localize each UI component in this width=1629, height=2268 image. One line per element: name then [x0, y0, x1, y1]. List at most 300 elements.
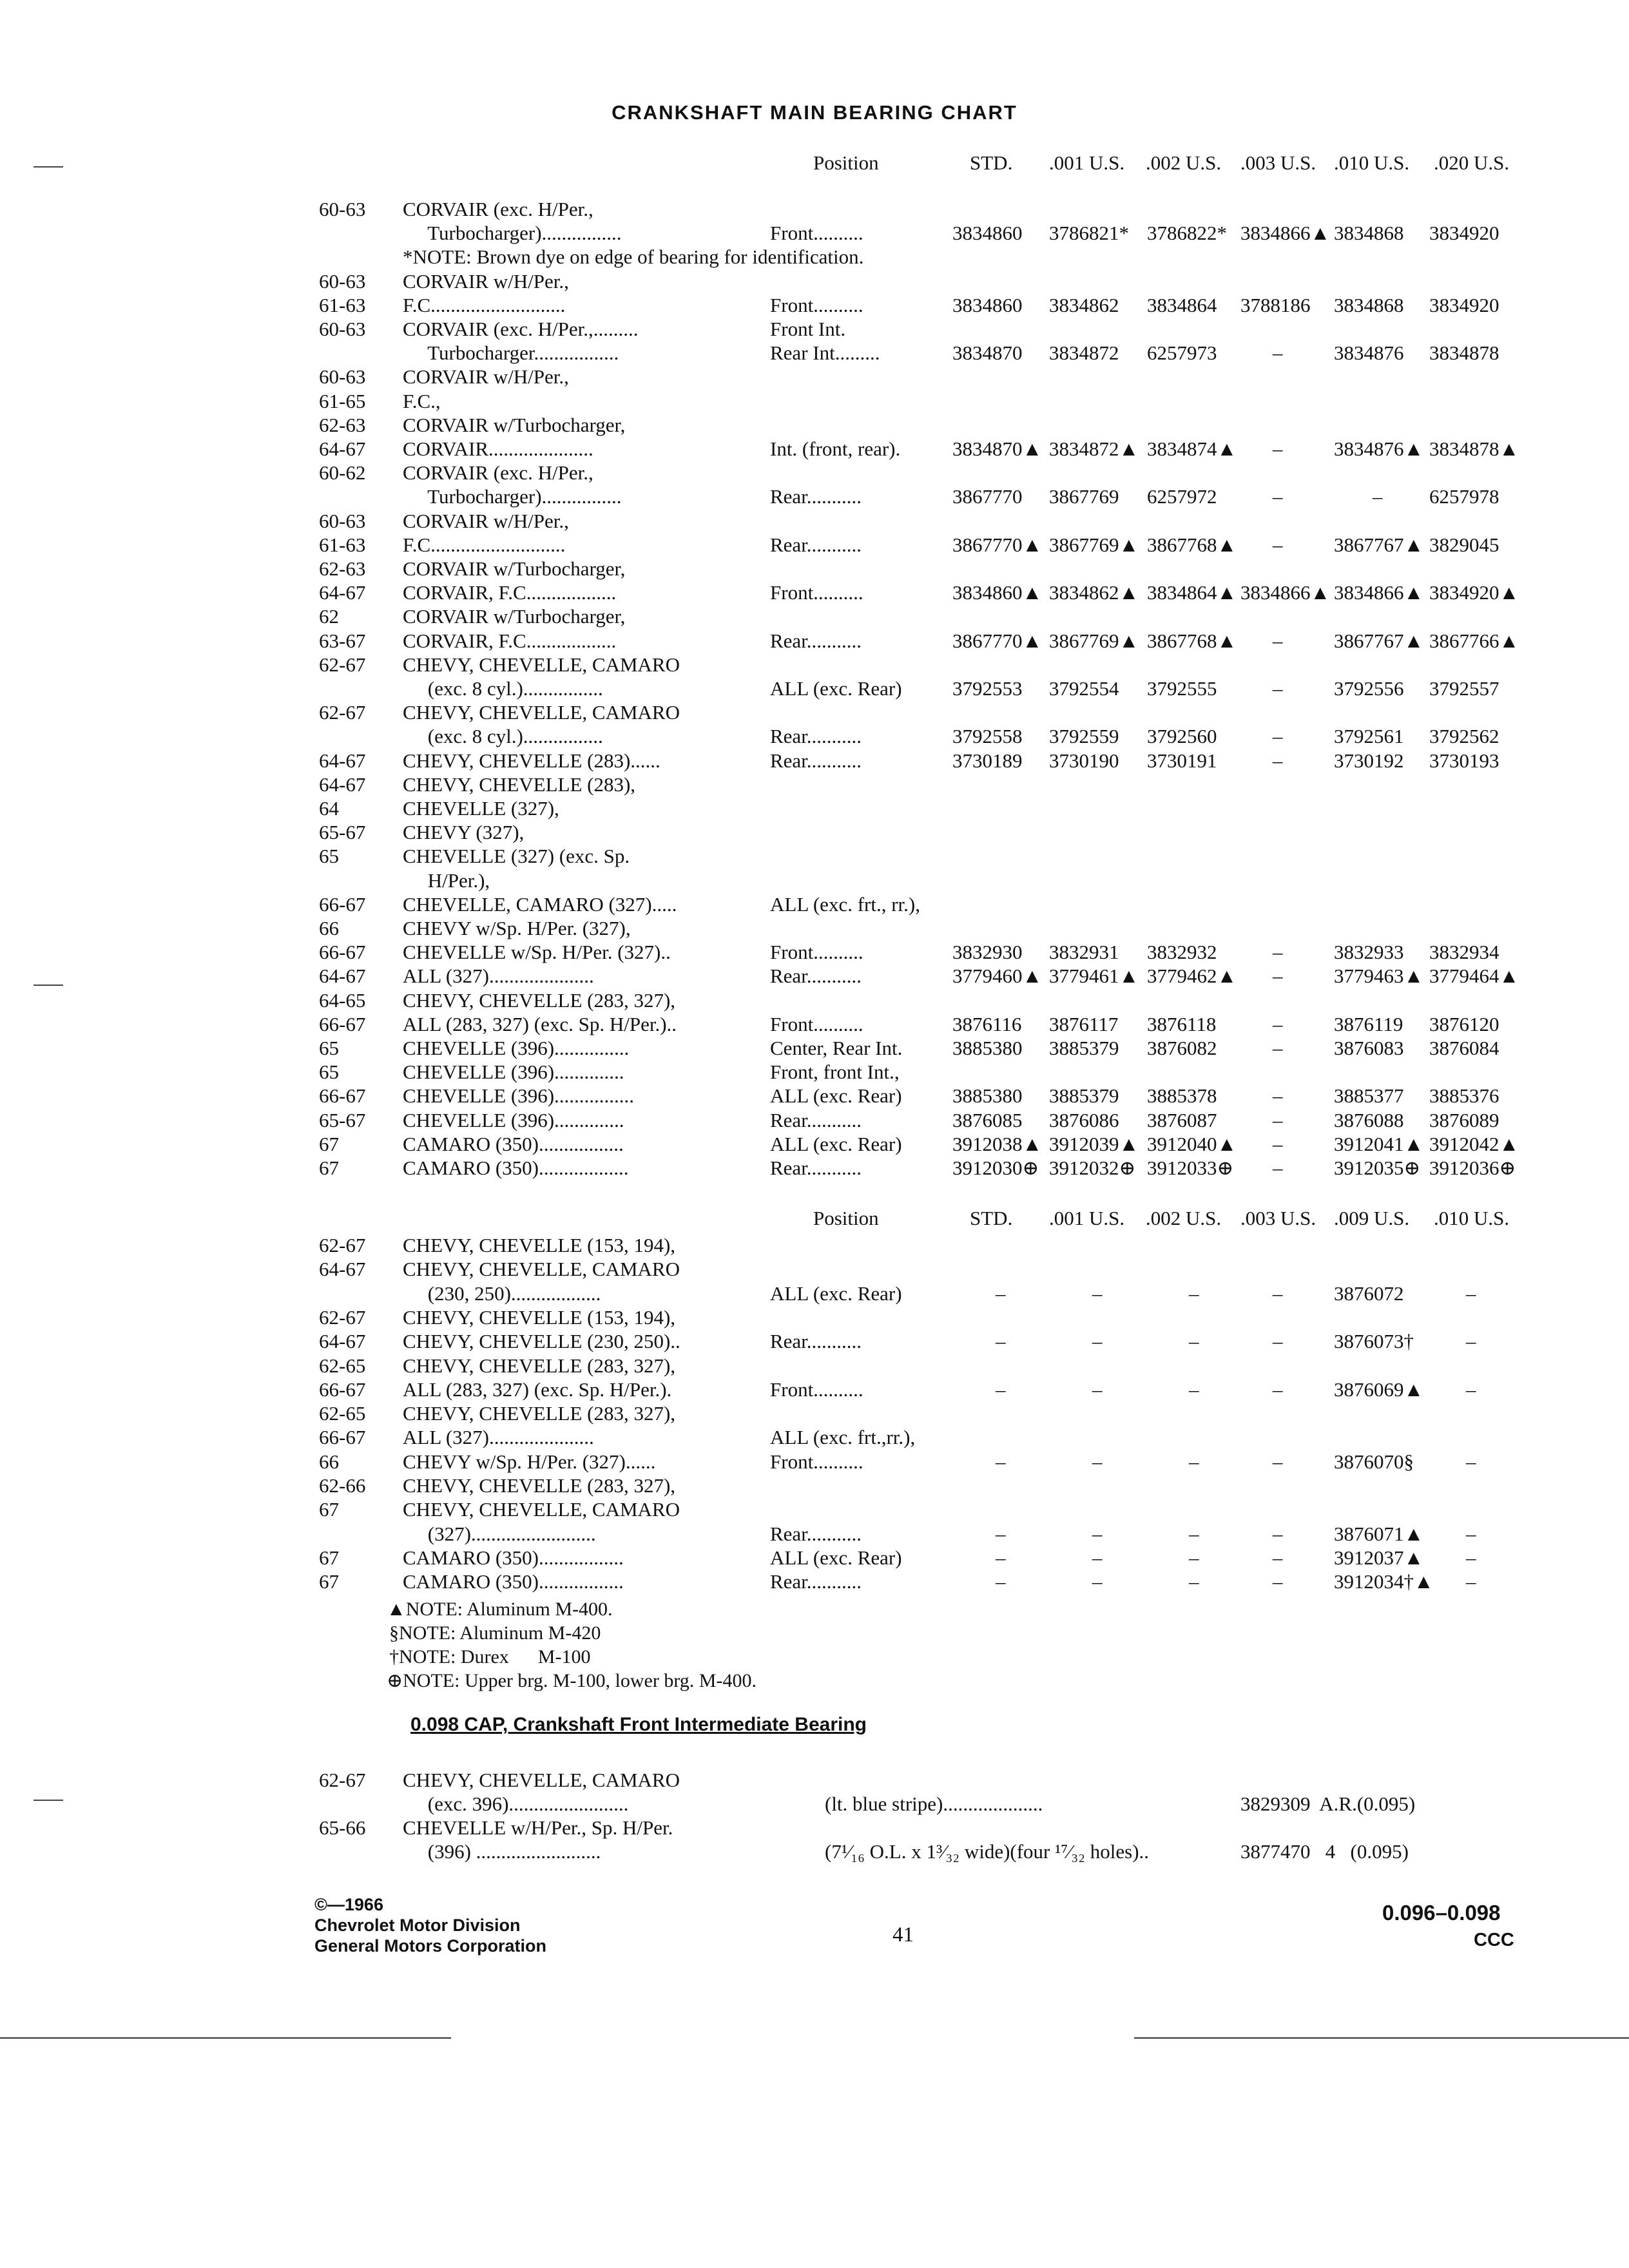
column-header: STD.: [970, 1207, 1013, 1229]
model-year: 67: [319, 1157, 339, 1179]
part-number: 3779461▲: [1049, 965, 1139, 987]
part-number: 3834870: [952, 341, 1023, 364]
model-description: CHEVY, CHEVELLE, CAMARO: [403, 1498, 680, 1521]
part-number: –: [996, 1523, 1006, 1545]
part-number: 3834920: [1429, 294, 1499, 316]
part-number: –: [1373, 485, 1383, 508]
part-number: –: [1092, 1570, 1103, 1593]
part-number: 3867770▲: [952, 629, 1043, 652]
cap-description: (lt. blue stripe)....................: [825, 1792, 1043, 1815]
model-description: CORVAIR.....................: [403, 437, 593, 460]
part-number: 3834860: [952, 222, 1023, 244]
bearing-position: Front, front Int.,: [770, 1061, 900, 1083]
part-number: –: [1092, 1450, 1103, 1473]
margin-mark: [34, 166, 63, 168]
part-number: 3876085: [952, 1109, 1023, 1131]
part-number: –: [996, 1570, 1006, 1593]
note-upper-lower: ⊕NOTE: Upper brg. M-100, lower brg. M-400.: [387, 1670, 757, 1691]
part-number: –: [1092, 1378, 1103, 1401]
part-number: –: [1273, 533, 1283, 556]
model-description: CHEVY, CHEVELLE (153, 194),: [403, 1306, 676, 1329]
part-number: –: [1189, 1330, 1199, 1352]
part-number: 3885377: [1334, 1084, 1404, 1107]
part-number: 3834864▲: [1147, 581, 1237, 604]
model-year: 64-67: [319, 749, 366, 772]
column-header: .002 U.S.: [1146, 151, 1222, 174]
model-year: 60-63: [319, 270, 366, 293]
part-number: –: [1273, 1450, 1283, 1473]
column-header: .001 U.S.: [1049, 151, 1125, 174]
model-year: 67: [319, 1133, 339, 1155]
part-number: –: [996, 1282, 1006, 1305]
part-number: 3832933: [1334, 941, 1404, 963]
model-description: CORVAIR w/Turbocharger,: [403, 414, 626, 436]
column-header: .002 U.S.: [1146, 1207, 1222, 1229]
model-description: CAMARO (350).................: [403, 1546, 624, 1569]
bearing-position: Rear...........: [770, 749, 862, 772]
part-number: 3876071▲: [1334, 1523, 1424, 1545]
model-description: F.C...........................: [403, 294, 566, 316]
part-number: 3912041▲: [1334, 1133, 1424, 1155]
part-number: –: [1189, 1450, 1199, 1473]
model-year: 60-62: [319, 461, 366, 484]
model-year: 60-63: [319, 198, 366, 220]
part-number: –: [996, 1546, 1006, 1569]
model-year: 64-65: [319, 989, 366, 1012]
footer-division: Chevrolet Motor Division: [314, 1916, 521, 1935]
part-number: –: [996, 1378, 1006, 1401]
part-number: 3834870▲: [952, 437, 1043, 460]
part-number: 3867768▲: [1147, 629, 1237, 652]
cap-section-heading: 0.098 CAP, Crankshaft Front Intermediate Bearing: [410, 1714, 867, 1735]
part-number: 3876117: [1049, 1013, 1119, 1035]
part-number: 3786822*: [1147, 222, 1227, 244]
part-number: 3786821*: [1049, 222, 1129, 244]
model-description: ALL (327).....................: [403, 1426, 594, 1448]
part-number: 3834860: [952, 294, 1023, 316]
part-number: –: [1273, 725, 1283, 747]
model-description: (327).........................: [403, 1523, 596, 1545]
part-number: 3730190: [1049, 749, 1119, 772]
model-description: ALL (283, 327) (exc. Sp. H/Per.)..: [403, 1013, 677, 1035]
bottom-rule-right: [1134, 2037, 1629, 2039]
column-header: .001 U.S.: [1049, 1207, 1125, 1229]
model-description: CHEVY, CHEVELLE (283, 327),: [403, 989, 676, 1012]
model-year: 66: [319, 1450, 339, 1473]
model-year: 62-67: [319, 1769, 366, 1791]
part-number: 3912037▲: [1334, 1546, 1424, 1569]
bearing-position: Rear...........: [770, 1109, 862, 1131]
column-header: Position: [813, 151, 879, 174]
part-number: 3876070§: [1334, 1450, 1414, 1473]
model-year: 64-67: [319, 581, 366, 604]
part-number: 3832931: [1049, 941, 1119, 963]
part-number: 3867769: [1049, 485, 1119, 508]
part-number: 6257978: [1429, 485, 1499, 508]
part-number: 3885380: [952, 1037, 1023, 1059]
model-year: 61-65: [319, 390, 366, 412]
model-description: CHEVY w/Sp. H/Per. (327),: [403, 917, 631, 939]
bearing-position: Front..........: [770, 581, 863, 604]
part-number: 3834872: [1049, 341, 1119, 364]
part-number: 3829045: [1429, 533, 1499, 556]
part-number: 3876116: [952, 1013, 1022, 1035]
part-number: –: [1273, 677, 1283, 700]
part-number: 3792554: [1049, 677, 1119, 700]
part-number: –: [1273, 1037, 1283, 1059]
part-number: 3730189: [952, 749, 1023, 772]
model-description: CORVAIR (exc. H/Per.,: [403, 461, 593, 484]
column-header: .003 U.S.: [1240, 1207, 1316, 1229]
page-title: CRANKSHAFT MAIN BEARING CHART: [612, 101, 1017, 124]
bearing-position: ALL (exc. Rear): [770, 1133, 902, 1155]
model-description: CORVAIR (exc. H/Per.,: [403, 198, 593, 220]
model-year: 65-66: [319, 1816, 366, 1839]
model-description: CHEVY, CHEVELLE, CAMARO: [403, 1258, 680, 1280]
part-number: –: [996, 1330, 1006, 1352]
model-description: CHEVY, CHEVELLE (283, 327),: [403, 1354, 676, 1377]
model-year: 64: [319, 797, 339, 820]
model-description: *NOTE: Brown dye on edge of bearing for identification.: [403, 245, 864, 268]
part-number: 3912034†▲: [1334, 1570, 1434, 1593]
bearing-position: Rear...........: [770, 1330, 862, 1352]
bearing-position: ALL (exc. Rear): [770, 1546, 902, 1569]
model-description: (396) .........................: [403, 1840, 601, 1863]
bearing-position: ALL (exc. Rear): [770, 1282, 902, 1305]
part-number: –: [1466, 1450, 1476, 1473]
margin-mark: [34, 1800, 63, 1801]
part-number: 3832930: [952, 941, 1023, 963]
part-number: 3792560: [1147, 725, 1217, 747]
model-year: 64-67: [319, 1330, 366, 1352]
part-number: 3779462▲: [1147, 965, 1237, 987]
bearing-position: Front..........: [770, 222, 863, 244]
part-number: 3834874▲: [1147, 437, 1237, 460]
model-description: CHEVELLE (327) (exc. Sp.: [403, 845, 630, 867]
model-year: 64-67: [319, 1258, 366, 1280]
part-number: –: [1273, 437, 1283, 460]
model-year: 64-67: [319, 965, 366, 987]
model-year: 62-65: [319, 1354, 366, 1377]
part-number: 3779464▲: [1429, 965, 1519, 987]
part-number: –: [1466, 1282, 1476, 1305]
model-year: 64-67: [319, 437, 366, 460]
part-number: –: [1466, 1330, 1476, 1352]
part-number: –: [1273, 1570, 1283, 1593]
part-number: 3867766▲: [1429, 629, 1519, 652]
part-number: 3867767▲: [1334, 533, 1424, 556]
part-number: 3912030⊕: [952, 1157, 1039, 1179]
part-number: –: [1273, 1378, 1283, 1401]
part-number: 3876072: [1334, 1282, 1404, 1305]
model-year: 62-63: [319, 414, 366, 436]
model-description: CHEVY, CHEVELLE (283, 327),: [403, 1474, 676, 1497]
part-number: 3834872▲: [1049, 437, 1139, 460]
part-number: 3779460▲: [952, 965, 1043, 987]
model-description: CORVAIR, F.C..................: [403, 581, 617, 604]
model-year: 66-67: [319, 941, 366, 963]
bearing-position: Front..........: [770, 1013, 863, 1035]
bearing-position: Front..........: [770, 941, 863, 963]
part-number: 6257973: [1147, 341, 1217, 364]
part-number: 3788186: [1240, 294, 1311, 316]
part-number: 3867769▲: [1049, 629, 1139, 652]
model-description: CORVAIR (exc. H/Per.,.........: [403, 318, 639, 340]
model-year: 62-63: [319, 557, 366, 580]
model-year: 66-67: [319, 1378, 366, 1401]
part-number: 3792562: [1429, 725, 1499, 747]
model-description: CHEVELLE, CAMARO (327).....: [403, 893, 677, 916]
part-number: –: [1466, 1570, 1476, 1593]
bottom-rule-left: [0, 2037, 451, 2039]
model-description: CHEVY, CHEVELLE, CAMARO: [403, 1769, 680, 1791]
column-header: .009 U.S.: [1334, 1207, 1410, 1229]
part-number: 6257972: [1147, 485, 1217, 508]
model-description: CHEVELLE (396)................: [403, 1084, 635, 1107]
bearing-position: Rear...........: [770, 533, 862, 556]
bearing-position: Rear...........: [770, 1523, 862, 1545]
model-year: 67: [319, 1546, 339, 1569]
part-number: –: [1273, 1523, 1283, 1545]
part-number: 3829309 A.R.(0.095): [1240, 1792, 1416, 1815]
model-description: CORVAIR w/H/Per.,: [403, 365, 569, 388]
part-number: 3834864: [1147, 294, 1217, 316]
part-number: –: [1092, 1546, 1103, 1569]
model-description: ALL (327).....................: [403, 965, 594, 987]
part-number: 3834876▲: [1334, 437, 1424, 460]
footer-copyright: ©—1966: [314, 1895, 383, 1914]
model-description: F.C...........................: [403, 533, 566, 556]
part-number: –: [1273, 1109, 1283, 1131]
part-number: –: [1273, 629, 1283, 652]
model-description: Turbocharger.................: [403, 341, 619, 364]
part-number: 3876082: [1147, 1037, 1217, 1059]
part-number: 3912035⊕: [1334, 1157, 1421, 1179]
model-description: CORVAIR, F.C..................: [403, 629, 617, 652]
part-number: –: [1092, 1523, 1103, 1545]
model-year: 67: [319, 1570, 339, 1593]
part-number: –: [1273, 1013, 1283, 1035]
part-number: –: [1273, 1282, 1283, 1305]
bearing-position: Int. (front, rear).: [770, 437, 901, 460]
model-description: CAMARO (350).................: [403, 1133, 624, 1155]
part-number: –: [1189, 1523, 1199, 1545]
model-description: CHEVY w/Sp. H/Per. (327)......: [403, 1450, 656, 1473]
column-header: Position: [813, 1207, 879, 1229]
part-number: 3876119: [1334, 1013, 1403, 1035]
part-number: –: [1273, 1330, 1283, 1352]
part-number: 3832932: [1147, 941, 1217, 963]
part-number: 3779463▲: [1334, 965, 1424, 987]
part-number: 3867769▲: [1049, 533, 1139, 556]
model-year: 62-67: [319, 653, 366, 676]
bearing-position: ALL (exc. Rear): [770, 1084, 902, 1107]
model-year: 66-67: [319, 1013, 366, 1035]
model-description: Turbocharger)................: [403, 485, 622, 508]
model-description: CHEVELLE w/Sp. H/Per. (327)..: [403, 941, 671, 963]
part-number: 3876118: [1147, 1013, 1217, 1035]
part-number: 3912039▲: [1049, 1133, 1139, 1155]
part-number: 3834866▲: [1334, 581, 1424, 604]
part-number: 3885379: [1049, 1084, 1119, 1107]
model-year: 65: [319, 1037, 339, 1059]
model-year: 60-63: [319, 318, 366, 340]
part-number: 3912036⊕: [1429, 1157, 1516, 1179]
part-number: 3867768▲: [1147, 533, 1237, 556]
part-number: 3876086: [1049, 1109, 1119, 1131]
part-number: –: [1092, 1282, 1103, 1305]
part-number: –: [1273, 965, 1283, 987]
bearing-position: Front..........: [770, 294, 863, 316]
part-number: 3792561: [1334, 725, 1404, 747]
model-description: Turbocharger)................: [403, 222, 622, 244]
note-durex: †NOTE: Durex M-100: [389, 1646, 591, 1667]
model-description: CHEVELLE (327),: [403, 797, 559, 820]
model-year: 64-67: [319, 773, 366, 796]
part-number: 3792559: [1049, 725, 1119, 747]
model-description: (exc. 8 cyl.)................: [403, 725, 603, 747]
model-description: CORVAIR w/Turbocharger,: [403, 605, 626, 628]
part-number: –: [996, 1450, 1006, 1473]
part-number: 3885379: [1049, 1037, 1119, 1059]
bearing-position: Rear...........: [770, 1157, 862, 1179]
part-number: –: [1189, 1570, 1199, 1593]
part-number: 3730192: [1334, 749, 1404, 772]
part-number: 3876084: [1429, 1037, 1499, 1059]
part-number: 3876087: [1147, 1109, 1217, 1131]
part-number: 3834862: [1049, 294, 1119, 316]
model-description: CORVAIR w/H/Per.,: [403, 270, 569, 293]
cap-description: (7¹⁄₁₆ O.L. x 1³⁄₃₂ wide)(four ¹⁷⁄₃₂ holes)..: [825, 1840, 1150, 1863]
model-description: CHEVY, CHEVELLE (230, 250)..: [403, 1330, 680, 1352]
part-number: –: [1273, 341, 1283, 364]
part-number: 3834866▲: [1240, 581, 1331, 604]
part-number: 3792553: [952, 677, 1023, 700]
part-number: 3912033⊕: [1147, 1157, 1234, 1179]
bearing-position: Rear...........: [770, 965, 862, 987]
page-number: 41: [892, 1923, 914, 1946]
column-header: STD.: [970, 151, 1013, 174]
margin-mark: [34, 985, 63, 986]
part-number: 3832934: [1429, 941, 1499, 963]
part-number: 3867770: [952, 485, 1023, 508]
model-year: 65: [319, 845, 339, 867]
model-year: 62-66: [319, 1474, 366, 1497]
bearing-position: Rear...........: [770, 629, 862, 652]
part-number: 3834878▲: [1429, 437, 1519, 460]
model-year: 66-67: [319, 1426, 366, 1448]
part-number: 3834860▲: [952, 581, 1043, 604]
part-number: 3876088: [1334, 1109, 1404, 1131]
model-year: 60-63: [319, 365, 366, 388]
model-year: 60-63: [319, 510, 366, 532]
model-description: CHEVELLE (396)...............: [403, 1037, 630, 1059]
model-description: CHEVY, CHEVELLE (153, 194),: [403, 1234, 676, 1256]
part-number: –: [1273, 1133, 1283, 1155]
model-year: 65-67: [319, 821, 366, 843]
part-number: 3792557: [1429, 677, 1499, 700]
model-year: 62-67: [319, 1306, 366, 1329]
model-description: CHEVELLE (396)..............: [403, 1061, 624, 1083]
footer-corporation: General Motors Corporation: [314, 1936, 547, 1956]
part-number: 3867767▲: [1334, 629, 1424, 652]
part-number: –: [1466, 1546, 1476, 1569]
note-aluminum-m420: §NOTE: Aluminum M-420: [389, 1622, 601, 1644]
part-number: 3876083: [1334, 1037, 1404, 1059]
bearing-position: Rear...........: [770, 1570, 862, 1593]
bearing-position: ALL (exc. frt.,rr.),: [770, 1426, 916, 1448]
part-number: 3877470 4 (0.095): [1240, 1840, 1409, 1863]
part-number: –: [1189, 1282, 1199, 1305]
model-description: CORVAIR w/H/Per.,: [403, 510, 569, 532]
model-description: F.C.,: [403, 390, 441, 412]
part-number: 3867770▲: [952, 533, 1043, 556]
column-header: .003 U.S.: [1240, 151, 1316, 174]
part-number: 3912032⊕: [1049, 1157, 1136, 1179]
model-year: 62-67: [319, 1234, 366, 1256]
part-number: –: [1273, 749, 1283, 772]
part-number: 3876089: [1429, 1109, 1499, 1131]
part-number: –: [1273, 1157, 1283, 1179]
model-description: CAMARO (350).................: [403, 1570, 624, 1593]
model-description: (exc. 396)........................: [403, 1792, 629, 1815]
model-description: CHEVY, CHEVELLE (283),: [403, 773, 636, 796]
part-number: 3912040▲: [1147, 1133, 1237, 1155]
model-description: CHEVY, CHEVELLE, CAMARO: [403, 701, 680, 724]
model-description: CHEVY, CHEVELLE, CAMARO: [403, 653, 680, 676]
part-number: –: [1189, 1378, 1199, 1401]
bearing-position: Front Int.: [770, 318, 846, 340]
part-number: –: [1466, 1523, 1476, 1545]
bearing-position: Front..........: [770, 1450, 863, 1473]
model-description: CHEVY, CHEVELLE (283, 327),: [403, 1402, 676, 1425]
part-number: –: [1092, 1330, 1103, 1352]
part-number: –: [1273, 1084, 1283, 1107]
column-header: .010 U.S.: [1434, 1207, 1510, 1229]
model-year: 66-67: [319, 1084, 366, 1107]
part-number: 3912038▲: [952, 1133, 1043, 1155]
part-number: 3834876: [1334, 341, 1404, 364]
part-number: 3834866▲: [1240, 222, 1331, 244]
part-number: 3885380: [952, 1084, 1023, 1107]
part-number: 3834878: [1429, 341, 1499, 364]
column-header: .020 U.S.: [1434, 151, 1510, 174]
bearing-position: Rear...........: [770, 725, 862, 747]
part-number: 3876073†: [1334, 1330, 1414, 1352]
model-year: 66: [319, 917, 339, 939]
model-year: 61-63: [319, 294, 366, 316]
part-number: 3792556: [1334, 677, 1404, 700]
model-year: 65: [319, 1061, 339, 1083]
model-year: 62-65: [319, 1402, 366, 1425]
footer-range: 0.096–0.098: [1382, 1901, 1501, 1925]
note-aluminum-m400: ▲NOTE: Aluminum M-400.: [387, 1599, 613, 1620]
model-year: 67: [319, 1498, 339, 1521]
part-number: 3876120: [1429, 1013, 1499, 1035]
bearing-position: ALL (exc. Rear): [770, 677, 902, 700]
model-description: CAMARO (350)..................: [403, 1157, 629, 1179]
bearing-position: ALL (exc. frt., rr.),: [770, 893, 920, 916]
part-number: –: [1273, 485, 1283, 508]
part-number: –: [1466, 1378, 1476, 1401]
part-number: 3792558: [952, 725, 1023, 747]
model-year: 66-67: [319, 893, 366, 916]
part-number: 3876069▲: [1334, 1378, 1424, 1401]
model-year: 61-63: [319, 533, 366, 556]
part-number: 3834868: [1334, 222, 1404, 244]
part-number: 3912042▲: [1429, 1133, 1519, 1155]
bearing-position: Front..........: [770, 1378, 863, 1401]
